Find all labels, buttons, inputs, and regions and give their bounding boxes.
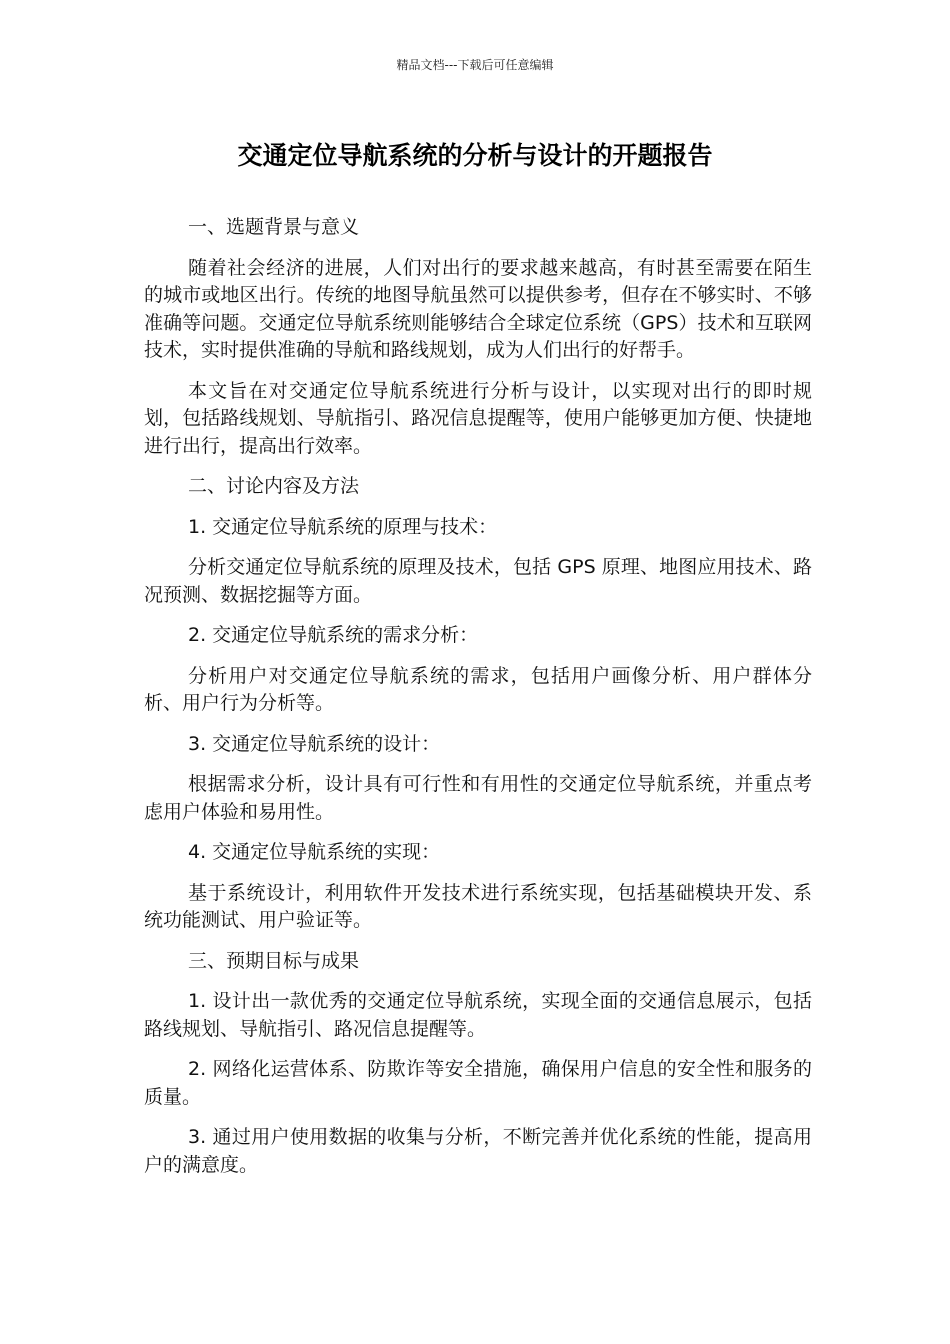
subheading-principles: 1. 交通定位导航系统的原理与技术： [188,515,498,538]
subheading-design: 3. 交通定位导航系统的设计： [188,732,441,755]
paragraph-implementation: 基于系统设计，利用软件开发技术进行系统实现，包括基础模块开发、系统功能测试、用户验证等。 [144,881,812,931]
goal-item-2: 2. 网络化运营体系、防欺诈等安全措施，确保用户信息的安全性和服务的质量。 [144,1058,812,1108]
paragraph-background: 随着社会经济的进展，人们对出行的要求越来越高，有时甚至需要在陌生的城市或地区出行。传统的地图导航虽然可以提供参考，但存在不够实时、不够准确等问题。交通定位导航系统则能够结合全球定位系统（GPS）技术和互联网技术，实时提供准确的导航和路线规划，成为人们出行的好帮手。 [144,256,812,361]
section-heading-content-methods: 二、讨论内容及方法 [188,475,360,497]
paragraph-principles: 分析交通定位导航系统的原理及技术，包括 GPS 原理、地图应用技术、路况预测、数据挖掘等方面。 [144,556,812,606]
subheading-requirements: 2. 交通定位导航系统的需求分析： [188,624,479,646]
goal-item-3: 3. 通过用户使用数据的收集与分析，不断完善并优化系统的性能，提高用户的满意度。 [144,1126,812,1176]
paragraph-purpose: 本文旨在对交通定位导航系统进行分析与设计，以实现对出行的即时规划，包括路线规划、导航指引、路况信息提醒等，使用户能够更加方便、快捷地进行出行，提高出行效率。 [144,379,812,457]
paragraph-requirements: 分析用户对交通定位导航系统的需求，包括用户画像分析、用户群体分析、用户行为分析等。 [144,664,812,714]
document-body [144,214,812,1192]
document-title: 交通定位导航系统的分析与设计的开题报告 [237,141,713,170]
goal-item-1: 1. 设计出一款优秀的交通定位导航系统，实现全面的交通信息展示，包括路线规划、导航指引、路况信息提醒等。 [144,990,812,1040]
paragraph-design: 根据需求分析，设计具有可行性和有用性的交通定位导航系统，并重点考虑用户体验和易用性。 [144,773,812,823]
section-heading-background: 一、选题背景与意义 [188,216,360,238]
section-heading-goals: 三、预期目标与成果 [188,949,360,972]
subheading-implementation: 4. 交通定位导航系统的实现： [188,841,441,863]
header-note: 精品文档---下载后可任意编辑 [396,58,554,72]
